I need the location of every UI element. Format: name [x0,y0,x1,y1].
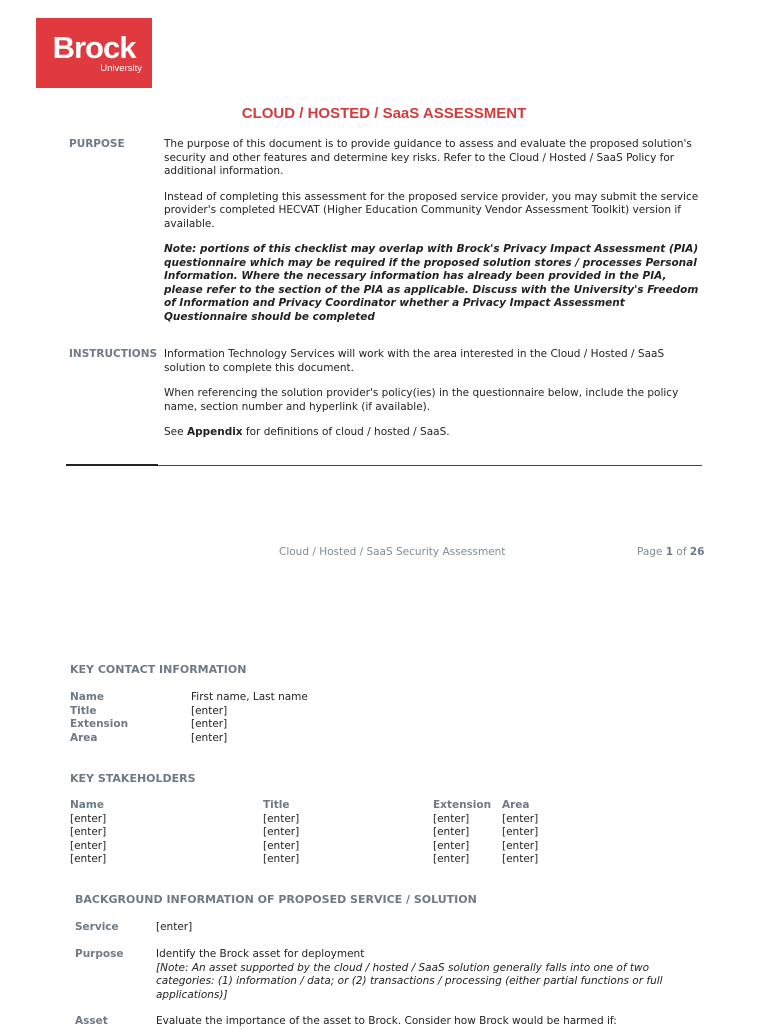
purpose-section [164,138,702,324]
asset-value: Evaluate the importance of the asset to Brock. Consider how Brock would be harmed if: [156,1015,617,1027]
stakeholders-header-row: Name Title Extension Area [70,799,530,811]
brock-university-logo [36,18,152,88]
instructions-paragraph-1: Information Technology Services will work with the area interested in the Cloud / Hosted / SaaS solution to complete this document. [164,348,665,374]
purpose-field-value: Identify the Brock asset for deployment [156,948,365,960]
appendix-reference: Appendix [186,426,243,438]
instructions-section [164,348,702,440]
table-row: [enter] [enter] [enter] [enter] [70,839,539,852]
key-contact-row-name: Name First name, Last name [70,691,308,703]
stakeholders-table [70,799,570,867]
key-stakeholders-heading: KEY STAKEHOLDERS [70,772,196,785]
purpose-field-note: [Note: An asset supported by the cloud / hosted / SaaS solution generally falls into one of two categories: (1) information / data; or (2) transactions / processing (either partial functions or full applications)] [156,961,663,1001]
service-value: [enter] [156,921,193,933]
footer-document-title: Cloud / Hosted / SaaS Security Assessment [279,546,506,558]
key-contact-row-title: Title [enter] [70,704,228,717]
purpose-note: Note: portions of this checklist may overlap with Brock's Privacy Impact Assessment (PIA) questionnaire which may be required if the proposed solution stores / processes Personal Information. Where the necessary information has already been provided in the PIA, please refer to the section of the PIA as applicable. Discuss with the University's Freedom of Information and Privacy Coordinator whether a Privacy Impact Assessment Questionnaire should be completed [164,243,699,323]
purpose-paragraph-1: The purpose of this document is to provide guidance to assess and evaluate the proposed solution's security and other features and determine key risks. Refer to the Cloud / Hosted / SaaS Policy for additional information. [164,138,692,177]
logo-wordmark: Brock [52,30,136,65]
key-contact-row-area: Area [enter] [70,731,228,744]
instructions-label: INSTRUCTIONS [69,348,158,360]
purpose-field-label: Purpose [75,948,124,960]
logo-subtitle: University [100,63,142,74]
footer-page-number: Page 1 of 26 [637,546,705,558]
key-contact-heading: KEY CONTACT INFORMATION [70,663,247,676]
asset-label: Asset [75,1015,108,1027]
table-row: [enter] [enter] [enter] [enter] [70,853,539,865]
background-heading: BACKGROUND INFORMATION OF PROPOSED SERVICE / SOLUTION [75,893,477,906]
table-row: [enter] [enter] [enter] [enter] [70,812,539,825]
purpose-paragraph-2: Instead of completing this assessment for the proposed service provider, you may submit the service provider's completed HECVAT (Higher Education Community Vendor Assessment Toolkit) version if available. [164,190,699,230]
section-divider-accent [66,464,158,466]
purpose-label: PURPOSE [69,138,125,150]
instructions-paragraph-2: When referencing the solution provider's policy(ies) in the questionnaire below, include the policy name, section number and hyperlink (if available). [164,387,679,413]
instructions-paragraph-3: See Appendix for definitions of cloud / hosted / SaaS. [164,426,450,438]
key-contact-row-extension: Extension [enter] [70,718,228,730]
document-title: CLOUD / HOSTED / SaaS ASSESSMENT [241,105,527,122]
table-row: [enter] [enter] [enter] [enter] [70,826,539,838]
purpose-field [156,948,704,1002]
section-divider [66,465,702,466]
service-label: Service [75,921,119,933]
key-contact-table [70,691,470,745]
